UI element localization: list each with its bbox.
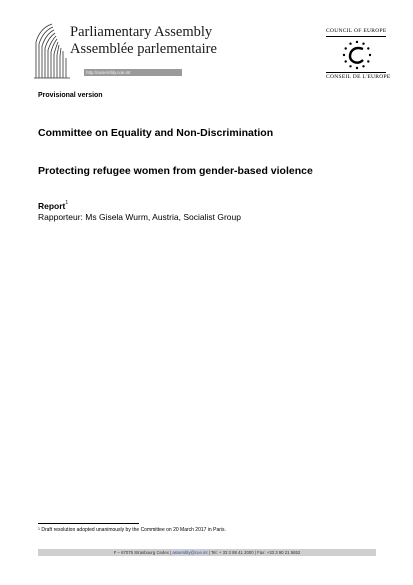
footer-address: F – 67075 Strasbourg Cedex xyxy=(113,550,169,555)
coe-name-en: COUNCIL OF EUROPE xyxy=(326,28,387,34)
coe-divider-bottom xyxy=(326,72,386,73)
coe-divider-top xyxy=(326,36,386,37)
footer-fax: Fax: +33 3 90 21 5652 xyxy=(257,550,301,555)
footnote xyxy=(38,527,226,533)
document-title: Protecting refugee women from gender-based violence xyxy=(38,165,313,177)
document-status: Provisional version xyxy=(38,92,103,99)
footnote-text: Draft resolution adopted unanimously by the Committee on 20 March 2017 in Paris. xyxy=(39,527,226,533)
footer-contact xyxy=(38,549,376,556)
footer-tel: Tel: + 33 3 88 41 2000 xyxy=(211,550,254,555)
footnote-ref: 1 xyxy=(38,527,40,531)
footnote-divider xyxy=(38,523,139,524)
rapporteur: Rapporteur: Ms Gisela Wurm, Austria, Socialist Group xyxy=(38,212,241,222)
footer-separator: | xyxy=(253,550,258,555)
assembly-name-fr: Assemblée parlementaire xyxy=(70,41,217,57)
report-label xyxy=(38,201,68,211)
footer-separator: | xyxy=(207,550,211,555)
coe-name-fr: CONSEIL DE L'EUROPE xyxy=(326,74,391,80)
committee-name: Committee on Equality and Non-Discrimination xyxy=(38,127,274,139)
assembly-name-en: Parliamentary Assembly xyxy=(70,24,213,40)
footer-email[interactable]: assembly@coe.int xyxy=(172,550,208,555)
report-footnote-ref[interactable]: 1 xyxy=(65,200,69,206)
assembly-url[interactable]: http://assembly.coe.int xyxy=(86,70,131,75)
report-label-text: Report xyxy=(38,201,66,211)
footer-separator: | xyxy=(168,550,173,555)
coe-stars-logo xyxy=(337,38,377,72)
